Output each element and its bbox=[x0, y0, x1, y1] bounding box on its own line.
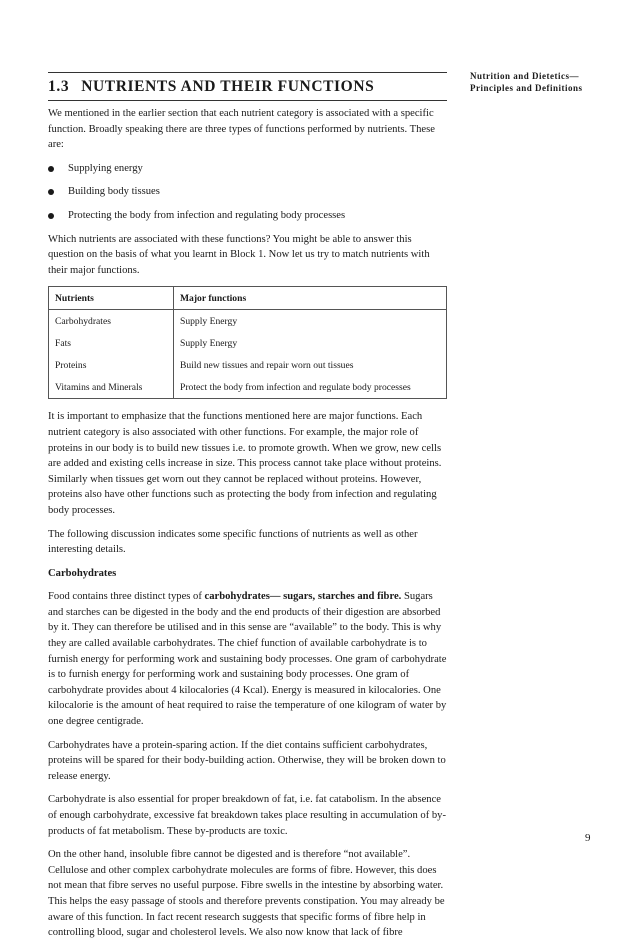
table-cell: Build new tissues and repair worn out tissues bbox=[174, 354, 447, 376]
table-row bbox=[49, 376, 447, 399]
bullet-icon bbox=[48, 213, 54, 219]
section-heading bbox=[48, 78, 447, 96]
table-row bbox=[49, 310, 447, 333]
question-paragraph: Which nutrients are associated with these functions? You might be able to answer this question on the basis of what you learnt in Block 1. Now let us try to match nutrients with their major functions. bbox=[48, 233, 430, 276]
table-cell: Protect the body from infection and regulate body processes bbox=[174, 376, 447, 399]
table-row bbox=[49, 332, 447, 354]
carbohydrates-paragraph-1: Food contains three distinct types of carbohydrates— sugars, starches and fibre. Sugars and starches can be digested in the body and the end products of their digestion are absorbed by it. They can therefore be utilised and in this sense are “available” to the body. This is why they are called available carbohydrates. The chief function of available carbohydrate is to furnish energy for performing work and sustaining body processes. One gram of carbohydrate is to furnish energy for performing work and sustaining body processes. One gram of carbohydrate provides about 4 kilocalories (4 Kcal). Energy is measured in kilocalories. One kilocalorie is the amount of heat required to raise the temperature of one kilogram of water by one degree centigrade. bbox=[48, 591, 447, 728]
column-header-nutrients: Nutrients bbox=[49, 287, 174, 310]
carbohydrates-paragraph-2: Carbohydrates have a protein-sparing action. If the diet contains sufficient carbohydrates, proteins will be spared for their body-building action. Otherwise, they will be broken down to release energy. bbox=[48, 739, 446, 782]
discussion-paragraph: The following discussion indicates some specific functions of nutrients as well as other interesting details. bbox=[48, 528, 418, 556]
table-cell: Fats bbox=[49, 332, 174, 354]
running-header-line-2: Principles and Definitions bbox=[470, 83, 583, 93]
table-cell: Carbohydrates bbox=[49, 310, 174, 333]
table-cell: Supply Energy bbox=[174, 310, 447, 333]
carbohydrates-paragraph-4: On the other hand, insoluble fibre cannot be digested and is therefore “not available”. Cellulose and other complex carbohydrate molecules are forms of fibre. However, this does not mean that fibre serves no useful purpose. Fibre swells in the intestine by absorbing water. This helps the easy passage of stools and therefore prevents constipation. You may already be aware of this function. In fact recent research suggests that specific forms of fibre help in controlling blood, sugar and cholesterol levels. We also now know that lack of fibre bbox=[48, 849, 445, 939]
heading-top-rule bbox=[48, 72, 447, 73]
section-title: NUTRIENTS AND THEIR FUNCTIONS bbox=[81, 78, 375, 95]
table-header-row bbox=[49, 287, 447, 310]
nutrients-table bbox=[48, 286, 447, 399]
table-cell: Proteins bbox=[49, 354, 174, 376]
bullet-icon bbox=[48, 189, 54, 195]
intro-paragraph: We mentioned in the earlier section that each nutrient category is associated with a specific function. Broadly speaking there are three types of functions performed by nutrients. These are: bbox=[48, 108, 435, 151]
column-header-functions: Major functions bbox=[174, 287, 447, 310]
table-row bbox=[49, 354, 447, 376]
list-item: Protecting the body from infection and regulating body processes bbox=[48, 208, 447, 224]
bullet-icon bbox=[48, 166, 54, 172]
carbohydrates-paragraph-3: Carbohydrate is also essential for proper breakdown of fat, i.e. fat catabolism. In the absence of enough carbohydrate, excessive fat breakdown takes place resulting in accumulation of by-products of fat metabolism. These by-products are toxic. bbox=[48, 794, 447, 837]
carbohydrates-subheading: Carbohydrates bbox=[48, 567, 117, 579]
body-text bbox=[48, 106, 447, 949]
table-cell: Vitamins and Minerals bbox=[49, 376, 174, 399]
running-header-line-1: Nutrition and Dietetics— bbox=[470, 71, 579, 81]
page-number: 9 bbox=[585, 832, 591, 844]
carbohydrate-types-emphasis: carbohydrates— sugars, starches and fibre. bbox=[204, 591, 402, 603]
running-header bbox=[470, 70, 615, 94]
list-item: Supplying energy bbox=[48, 161, 447, 177]
function-list bbox=[48, 161, 447, 224]
heading-bottom-rule bbox=[48, 100, 447, 101]
table-cell: Supply Energy bbox=[174, 332, 447, 354]
list-item: Building body tissues bbox=[48, 184, 447, 200]
emphasis-paragraph: It is important to emphasize that the functions mentioned here are major functions. Each nutrient category is also associated with other functions. For example, the major role of proteins in our body is to build new tissues i.e. to promote growth. When we grow, new cells are added and existing cells increase in size. This process cannot take place without proteins. Similarly when tissues get worn out they cannot be replaced without proteins. However, proteins also have other functions such as protecting the body from infection and regulating body processes. bbox=[48, 411, 442, 516]
section-number: 1.3 bbox=[48, 78, 70, 95]
